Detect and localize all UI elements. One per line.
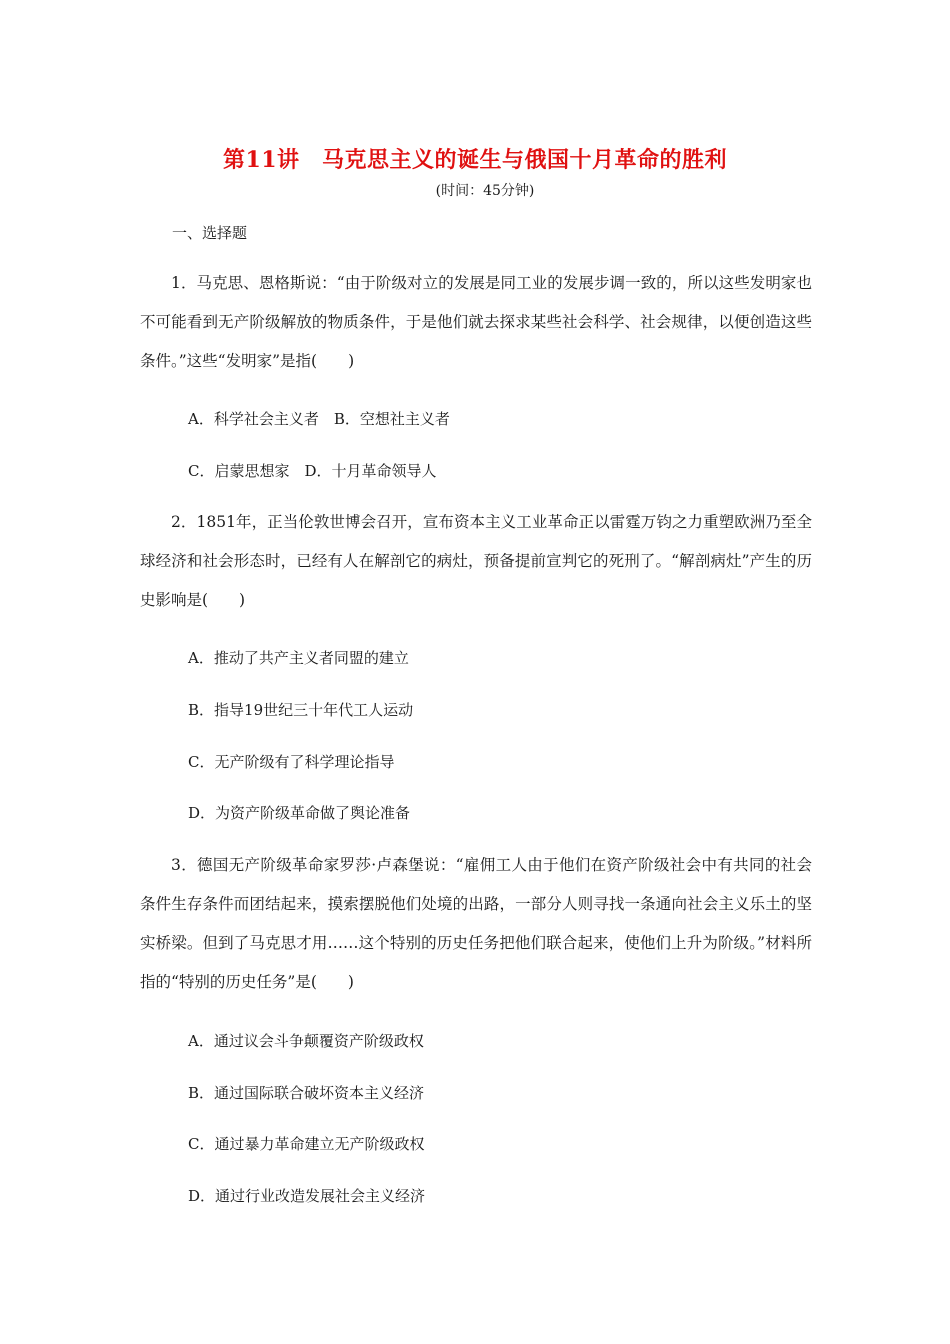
question-3-option-b: B．通过国际联合破坏资本主义经济 bbox=[188, 1084, 425, 1102]
question-3-option-d: D．通过行业改造发展社会主义经济 bbox=[188, 1187, 426, 1205]
question-3-stem: 3．德国无产阶级革命家罗莎·卢森堡说：“雇佣工人由于他们在资产阶级社会中有共同的社会条件生存条件而团结起来，摸索摆脱他们处境的出路，一部分人则寻找一条通向社会主义乐土的坚实桥梁。但到了马克思才用……这个特别的历史任务把他们联合起来，使他们上升为阶级。”材料所指的“特别的历史任务”是( ) bbox=[140, 856, 812, 991]
question-2-option-d: D．为资产阶级革命做了舆论准备 bbox=[188, 804, 411, 822]
question-1-stem: 1．马克思、恩格斯说：“由于阶级对立的发展是同工业的发展步调一致的，所以这些发明家也不可能看到无产阶级解放的物质条件，于是他们就去探求某些社会科学、社会规律，以便创造这些条件。”这些“发明家”是指( ) bbox=[140, 274, 812, 370]
question-2-option-c: C．无产阶级有了科学理论指导 bbox=[188, 753, 395, 771]
question-2-option-b: B．指导19世纪三十年代工人运动 bbox=[188, 701, 414, 719]
question-3-option-c: C．通过暴力革命建立无产阶级政权 bbox=[188, 1135, 425, 1153]
question-2-option-a: A．推动了共产主义者同盟的建立 bbox=[188, 649, 409, 667]
section-heading: 一、选择题 bbox=[172, 224, 248, 242]
page-title: 第11讲 马克思主义的诞生与俄国十月革命的胜利 bbox=[222, 147, 728, 173]
question-1-options-ab: A．科学社会主义者 B．空想社主义者 bbox=[188, 410, 450, 428]
question-1-options-cd: C．启蒙思想家 D．十月革命领导人 bbox=[188, 462, 437, 480]
question-3-option-a: A．通过议会斗争颠覆资产阶级政权 bbox=[188, 1032, 424, 1050]
question-2-stem: 2．1851年，正当伦敦世博会召开，宣布资本主义工业革命正以雷霆万钧之力重塑欧洲乃至全球经济和社会形态时，已经有人在解剖它的病灶，预备提前宣判它的死刑了。“解剖病灶”产生的历史影响是( ) bbox=[140, 513, 812, 609]
time-note: (时间：45分钟) bbox=[435, 183, 535, 199]
